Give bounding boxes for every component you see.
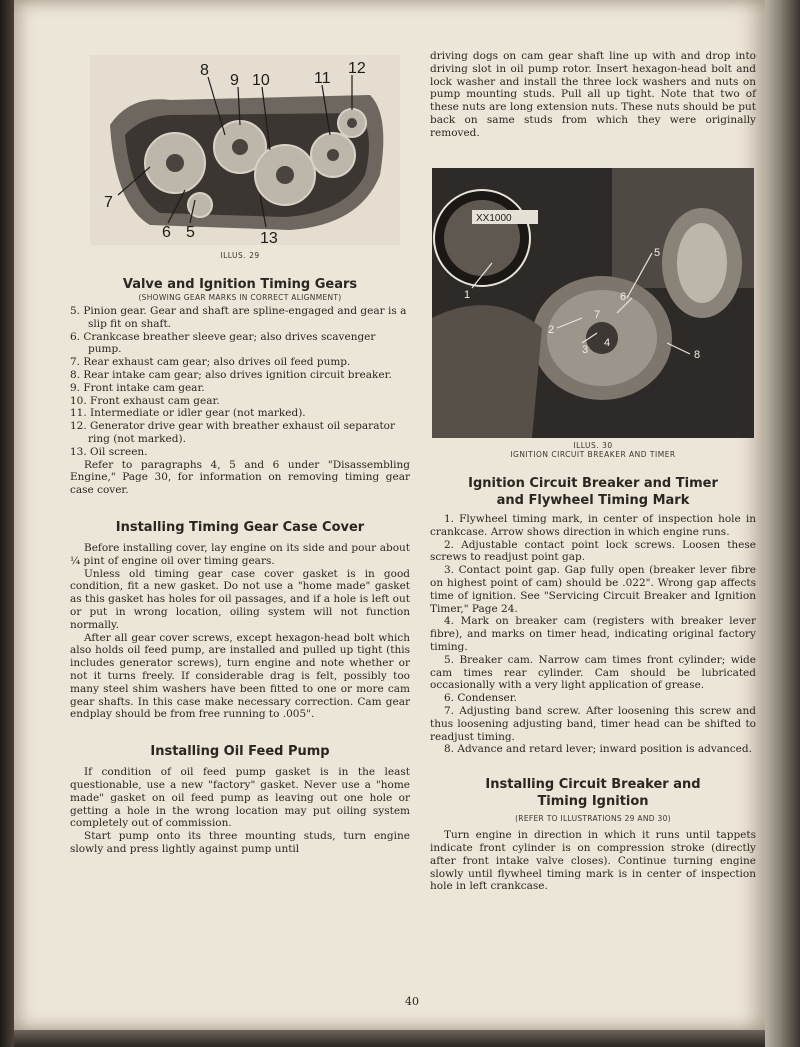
callout-13: 13: [260, 230, 278, 245]
paragraph: Unless old timing gear case cover gasket is in good condition, fit a new gasket. Do not use a "home made" gasket as this gasket has holes for oil passages, and if a hole is left out or put in wrong location, oiling system will not function normally.: [70, 567, 410, 631]
list-item: 13. Oil screen.: [70, 445, 148, 458]
callout-photo-8: 8: [694, 349, 701, 361]
section-install-breaker-title-2: Timing Ignition: [537, 794, 649, 810]
refer-paragraph: Refer to paragraphs 4, 5 and 6 under "Disassembling Engine," Page 30, for information on removing timing gear case cover.: [70, 458, 410, 497]
paragraph: If condition of oil feed pump gasket is in the least questionable, use a new "factory" gasket. Never use a "home made" gasket on oil feed pump as leaving out one hole or getting a hole in the wrong location may put oiling system completely out of commission.: [70, 766, 410, 830]
section-valve-timing-title: Valve and Ignition Timing Gears: [122, 277, 358, 292]
paragraph: After all gear cover screws, except hexagon-head bolt which also holds oil feed pump, are installed and pulled up tight (this includes generator screws), turn engine and note whether or not it turns freely. If considerable drag is felt, possibly too many steel shim washers have been fitted to one or more cam gear shafts. In this case make necessary correction. Cam gear endplay should be from free running to .005".: [70, 631, 410, 721]
callout-8: 8: [200, 62, 209, 79]
list-item: 12. Generator drive gear with breather exhaust oil separator ring (not marked).: [70, 420, 396, 445]
paragraph: Start pump onto its three mounting studs, turn engine slowly and press lightly against pump until: [70, 830, 410, 855]
section-valve-timing-subtitle: (SHOWING GEAR MARKS IN CORRECT ALIGNMENT): [138, 293, 342, 302]
callout-5: 5: [186, 224, 195, 241]
list-item: 10. Front exhaust cam gear.: [70, 394, 220, 407]
section-breaker-title-1: Ignition Circuit Breaker and Timer: [468, 476, 718, 491]
list-item: 6. Crankcase breather sleeve gear; also drives scavenger pump.: [70, 330, 376, 356]
page-number: 40: [405, 995, 419, 1008]
page-bottom-edge: [14, 1030, 765, 1047]
list-item: 5. Breaker cam. Narrow cam times front cylinder; wide cam times rear cylinder. Cam should be lubricated occasionally with a very light application of grease.: [430, 653, 756, 692]
section-cover-title: Installing Timing Gear Case Cover: [115, 519, 365, 535]
list-item: 8. Rear intake cam gear; also drives ignition circuit breaker.: [70, 368, 392, 381]
page-edge: [765, 0, 800, 1047]
gear-list: [70, 305, 410, 459]
callout-photo-4: 4: [604, 337, 611, 349]
section-breaker-title-2: and Flywheel Timing Mark: [496, 493, 690, 508]
paragraph: Turn engine in direction in which it runs until tappets indicate front cylinder is on compression stroke (directly after front intake valve closes). Continue turning engine slowly until flywheel timing mark is in center of inspection hole in left crankcase.: [430, 829, 756, 893]
callout-6: 6: [162, 224, 171, 241]
ignition-breaker-illustration: [432, 168, 754, 438]
callout-7: 7: [104, 194, 113, 211]
list-item: 5. Pinion gear. Gear and shaft are spline-engaged and gear is a slip fit on shaft.: [70, 305, 407, 330]
list-item: 2. Adjustable contact point lock screws. Loosen these screws to readjust point gap.: [430, 538, 756, 564]
callout-photo-6: 6: [620, 291, 627, 303]
list-item: 7. Rear exhaust cam gear; also drives oil feed pump.: [70, 356, 351, 369]
dial-text: XX1000: [476, 213, 512, 224]
illus30-caption: ILLUS. 30: [573, 441, 613, 450]
list-item: 8. Advance and retard lever; inward position is advanced.: [444, 743, 752, 756]
list-item: 11. Intermediate or idler gear (not marked).: [70, 407, 306, 420]
paragraph: driving dogs on cam gear shaft line up with and drop into driving slot in oil pump rotor. Insert hexagon-head bolt and lock washer and install the three lock washers and nuts on pump mounting studs. Pull all up tight. Note that two of these nuts are long extension nuts. These nuts should be put back on same studs from which they were originally removed.: [430, 50, 756, 139]
callout-photo-5: 5: [654, 247, 661, 259]
section-install-breaker-title-1: Installing Circuit Breaker and: [485, 777, 701, 793]
section-oil-pump-title: Installing Oil Feed Pump: [150, 744, 330, 760]
list-item: 4. Mark on breaker cam (registers with breaker lever fibre), and marks on timer head, indicating original factory timing.: [430, 615, 756, 653]
callout-photo-1: 1: [464, 289, 471, 301]
illus30-caption-title: IGNITION CIRCUIT BREAKER AND TIMER: [510, 450, 676, 459]
right-column-top: [430, 50, 756, 140]
callout-photo-2: 2: [548, 324, 555, 336]
timing-gears-illustration: [90, 55, 400, 245]
list-item: 9. Front intake cam gear.: [70, 381, 205, 394]
callout-11: 11: [314, 70, 331, 87]
list-item: 1. Flywheel timing mark, in center of inspection hole in crankcase. Arrow shows direction in which engine runs.: [430, 513, 756, 538]
callout-9: 9: [230, 72, 239, 89]
paragraph: Before installing cover, lay engine on its side and pour about ¼ pint of engine oil over timing gears.: [70, 541, 410, 567]
callout-10: 10: [252, 72, 270, 89]
illus29-caption: ILLUS. 29: [220, 251, 260, 260]
list-item: 6. Condenser.: [444, 692, 517, 705]
section-install-breaker-subtitle: (REFER TO ILLUSTRATIONS 29 AND 30): [515, 814, 671, 824]
callout-photo-7: 7: [594, 309, 601, 321]
right-column: [430, 441, 756, 893]
book-binding: [0, 0, 14, 1047]
left-column: [70, 251, 410, 856]
list-item: 7. Adjusting band screw. After loosening this screw and thus loosening adjusting band, timer head can be shifted to readjust timing.: [430, 704, 756, 743]
list-item: 3. Contact point gap. Gap fully open (breaker lever fibre on highest point of cam) should be .022". Wrong gap affects time of ignition. See "Servicing Circuit Breaker and Ignition Timer," Page 24.: [430, 564, 756, 615]
callout-photo-3: 3: [582, 344, 589, 356]
callout-12: 12: [348, 60, 366, 77]
